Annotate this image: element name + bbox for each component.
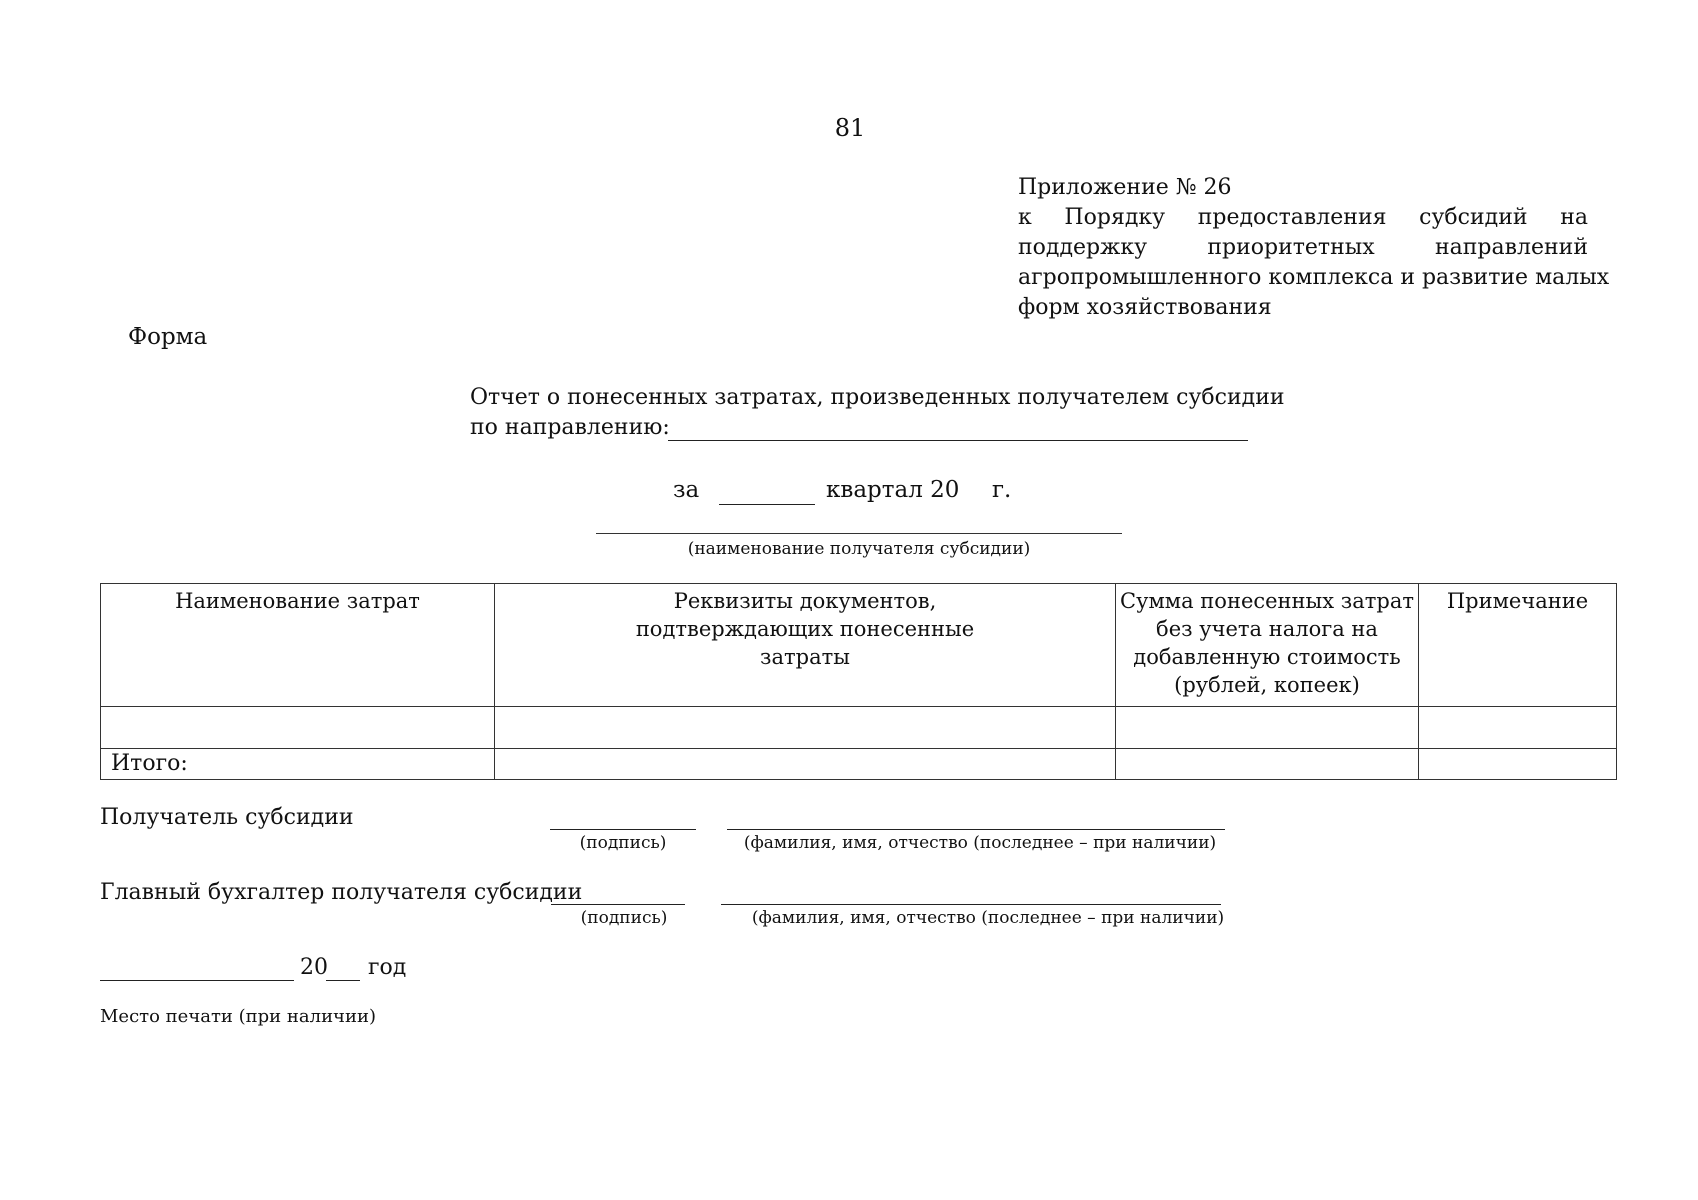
recipient-name-caption: (наименование получателя субсидии) bbox=[687, 539, 1031, 559]
table-total-row bbox=[101, 749, 1617, 780]
stamp-label: Место печати (при наличии) bbox=[100, 1006, 376, 1027]
quarter-suffix: г. bbox=[992, 477, 1012, 503]
direction-blank-line[interactable] bbox=[668, 440, 1248, 441]
table-cell[interactable] bbox=[1419, 707, 1617, 749]
quarter-text: квартал 20 bbox=[826, 477, 960, 503]
table-header-row bbox=[101, 584, 1617, 707]
table-row bbox=[101, 707, 1617, 749]
appendix-header bbox=[1018, 173, 1610, 323]
signature-caption: (подпись) bbox=[580, 908, 668, 928]
table-cell[interactable] bbox=[1419, 749, 1617, 780]
table-cell[interactable] bbox=[495, 749, 1116, 780]
date-year-prefix: 20 bbox=[300, 955, 328, 980]
quarter-prefix: за bbox=[673, 477, 700, 503]
table-cell[interactable] bbox=[1116, 749, 1419, 780]
date-blank-line[interactable] bbox=[100, 980, 294, 981]
column-header: Наименование затрат bbox=[101, 584, 495, 707]
column-header: Примечание bbox=[1419, 584, 1617, 707]
table-cell[interactable] bbox=[495, 707, 1116, 749]
recipient-signature-label: Получатель субсидии bbox=[100, 805, 354, 830]
total-label: Итого: bbox=[101, 749, 495, 780]
cost-table bbox=[100, 583, 1617, 780]
appendix-line: поддержку приоритетных направлений bbox=[1018, 235, 1588, 260]
signature-caption: (подпись) bbox=[579, 833, 667, 853]
fullname-caption: (фамилия, имя, отчество (последнее – при наличии) bbox=[751, 908, 1225, 928]
page-number: 81 bbox=[834, 114, 866, 142]
appendix-line: к Порядку предоставления субсидий на bbox=[1018, 205, 1588, 230]
accountant-fullname-line[interactable] bbox=[721, 904, 1221, 905]
report-direction-label: по направлению: bbox=[470, 415, 670, 440]
form-label: Форма bbox=[128, 324, 208, 350]
accountant-signature-line[interactable] bbox=[551, 904, 685, 905]
appendix-line: Приложение № 26 bbox=[1018, 175, 1232, 200]
date-year-suffix: год bbox=[368, 955, 407, 980]
appendix-line: форм хозяйствования bbox=[1018, 295, 1272, 320]
date-year-blank-line[interactable] bbox=[326, 980, 360, 981]
recipient-signature-line[interactable] bbox=[550, 829, 696, 830]
appendix-line: агропромышленного комплекса и развитие малых bbox=[1018, 265, 1610, 290]
recipient-fullname-line[interactable] bbox=[727, 829, 1225, 830]
table-cell[interactable] bbox=[1116, 707, 1419, 749]
report-title bbox=[470, 383, 1285, 443]
column-header: Реквизиты документов, подтверждающих понесенные затраты bbox=[495, 584, 1116, 707]
fullname-caption: (фамилия, имя, отчество (последнее – при наличии) bbox=[743, 833, 1217, 853]
column-header: Сумма понесенных затрат без учета налога на добавленную стоимость (рублей, копеек) bbox=[1116, 584, 1419, 707]
recipient-name-blank-line[interactable] bbox=[596, 533, 1122, 534]
report-title-line: Отчет о понесенных затратах, произведенных получателем субсидии bbox=[470, 385, 1285, 410]
table-cell[interactable] bbox=[101, 707, 495, 749]
quarter-blank-line[interactable] bbox=[719, 504, 815, 505]
accountant-signature-label: Главный бухгалтер получателя субсидии bbox=[100, 880, 583, 905]
